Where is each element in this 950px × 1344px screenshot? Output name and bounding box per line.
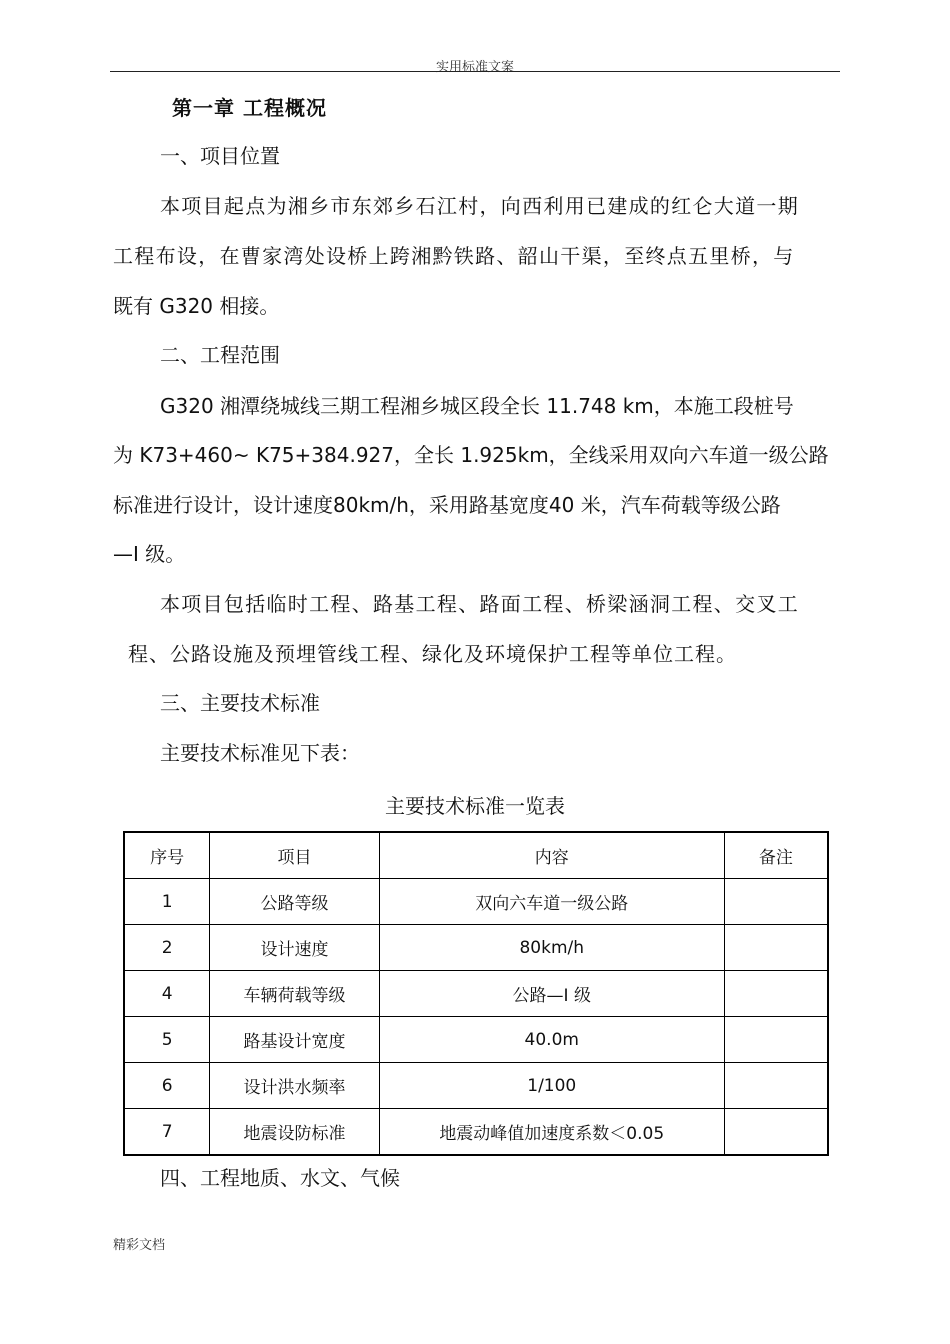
table-row: [124, 925, 828, 971]
paragraph-line: —Ⅰ 级。: [113, 542, 186, 566]
section-heading-scope: 二、工程范围: [160, 343, 280, 367]
standards-table: [123, 831, 829, 1156]
table-cell: 双向六车道一级公路: [379, 879, 724, 925]
table-cell: 路基设计宽度: [210, 1017, 379, 1063]
table-row: [124, 1017, 828, 1063]
header-cell: 项目: [210, 832, 379, 879]
table-title: 主要技术标准一览表: [385, 794, 565, 818]
page-footer: 精彩文档: [113, 1238, 166, 1253]
table-cell: 6: [124, 1063, 210, 1109]
paragraph-line: G320 湘潭绕城线三期工程湘乡城区段全长 11.748 km，本施工段桩号: [160, 394, 794, 418]
table-row: [124, 879, 828, 925]
paragraph-line: 为 K73+460~ K75+384.927，全长 1.925km，全线采用双向六车道一级公路: [113, 443, 829, 467]
paragraph-line: 本项目起点为湘乡市东郊乡石江村，向西利用已建成的红仑大道一期: [160, 194, 799, 218]
table-cell: 5: [124, 1017, 210, 1063]
table-cell: 4: [124, 971, 210, 1017]
table-cell: 公路等级: [210, 879, 379, 925]
table-cell: [724, 1017, 828, 1063]
table-cell: 地震动峰值加速度系数＜0.05: [379, 1109, 724, 1156]
table-cell: [724, 1063, 828, 1109]
table-cell: 40.0m: [379, 1017, 724, 1063]
table-cell: 设计速度: [210, 925, 379, 971]
chapter-title: 第一章 工程概况: [172, 96, 327, 120]
table-cell: 设计洪水频率: [210, 1063, 379, 1109]
table-header-row: [124, 832, 828, 879]
paragraph-line: 既有 G320 相接。: [113, 294, 280, 318]
table-cell: 1/100: [379, 1063, 724, 1109]
table-cell: 7: [124, 1109, 210, 1156]
paragraph-line: 本项目包括临时工程、路基工程、路面工程、桥梁涵洞工程、交叉工: [160, 592, 799, 616]
table-cell: [724, 971, 828, 1017]
table-cell: [724, 1109, 828, 1156]
header-rule: [110, 71, 840, 72]
table-row: [124, 1109, 828, 1156]
table-cell: [724, 879, 828, 925]
table-cell: 1: [124, 879, 210, 925]
paragraph-line: 标准进行设计，设计速度80km/h，采用路基宽度40 米，汽车荷载等级公路: [113, 493, 781, 517]
standards-intro: 主要技术标准见下表：: [160, 741, 360, 765]
header-cell: 备注: [724, 832, 828, 879]
table-cell: 公路—Ⅰ 级: [379, 971, 724, 1017]
section-heading-standards: 三、主要技术标准: [160, 691, 320, 715]
table-row: [124, 971, 828, 1017]
header-cell: 内容: [379, 832, 724, 879]
page-header: 实用标准文案: [435, 60, 514, 75]
section-heading-geology: 四、工程地质、水文、气候: [160, 1166, 400, 1190]
header-cell: 序号: [124, 832, 210, 879]
section-heading-location: 一、项目位置: [160, 144, 280, 168]
table-cell: 地震设防标准: [210, 1109, 379, 1156]
paragraph-line: 程、公路设施及预埋管线工程、绿化及环境保护工程等单位工程。: [128, 642, 737, 666]
table-cell: 2: [124, 925, 210, 971]
table-cell: 车辆荷载等级: [210, 971, 379, 1017]
paragraph-line: 工程布设，在曹家湾处设桥上跨湘黔铁路、韶山干渠，至终点五里桥，与: [113, 244, 795, 268]
table-row: [124, 1063, 828, 1109]
table-cell: [724, 925, 828, 971]
table-cell: 80km/h: [379, 925, 724, 971]
